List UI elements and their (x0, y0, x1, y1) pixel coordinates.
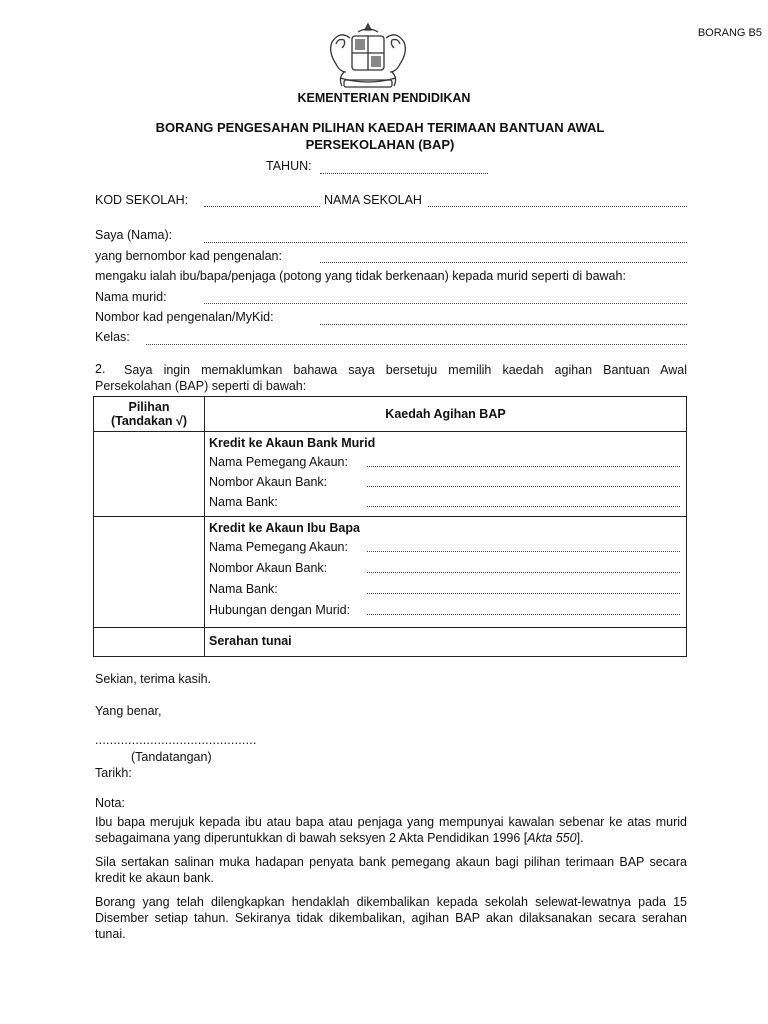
bap-options-table (93, 396, 687, 657)
student-account-no-label: Nombor Akaun Bank: (209, 475, 328, 489)
form-code: BORANG B5 (697, 27, 762, 39)
table-row (94, 517, 687, 628)
student-bank-field[interactable] (367, 506, 680, 507)
school-name-field[interactable] (428, 206, 687, 207)
option-column-header (94, 397, 205, 432)
student-account-title: Kredit ke Akaun Bank Murid (209, 436, 376, 450)
student-name-label: Nama murid: (95, 290, 167, 304)
note-3: Borang yang telah dilengkapkan hendaklah dikembalikan kepada sekolah selewat-lewatnya pada 15 Disember setiap tahun. Sekiranya tidak dikembalikan, agihan BAP akan dilaksanakan secara serahan tunai. (95, 895, 687, 941)
ministry-name: KEMENTERIAN PENDIDIKAN (297, 91, 471, 105)
year-label: TAHUN: (266, 159, 312, 173)
form-title: BORANG PENGESAHAN PILIHAN KAEDAH TERIMAAN BANTUAN AWAL PERSEKOLAHAN (BAP) (155, 120, 605, 152)
parent-account-no-field[interactable] (367, 572, 680, 573)
date-label: Tarikh: (95, 766, 132, 780)
student-ic-label: Nombor kad pengenalan/MyKid: (95, 310, 274, 324)
applicant-ic-field[interactable] (320, 262, 687, 263)
school-code-label: KOD SEKOLAH: (95, 193, 189, 207)
note-1-end: ]. (576, 831, 584, 845)
table-row (94, 432, 687, 517)
student-holder-field[interactable] (367, 466, 680, 467)
parent-relation-field[interactable] (367, 614, 680, 615)
school-code-field[interactable] (204, 206, 320, 207)
coat-of-arms-icon (322, 22, 414, 92)
year-field[interactable] (320, 173, 488, 174)
student-ic-field[interactable] (320, 324, 687, 325)
note-1-act: Akta 550 (527, 831, 577, 845)
student-bank-label: Nama Bank: (209, 495, 278, 509)
table-header-row (94, 397, 687, 432)
parent-account-cell (205, 517, 687, 628)
parent-account-no-label: Nombor Akaun Bank: (209, 561, 328, 575)
applicant-ic-label: yang bernombor kad pengenalan: (95, 249, 282, 263)
school-name-label: NAMA SEKOLAH (324, 193, 422, 207)
class-label: Kelas: (95, 330, 130, 344)
parent-bank-field[interactable] (367, 593, 680, 594)
option-header-line1: Pilihan (128, 400, 170, 414)
option-header-line2: (Tandakan √) (110, 414, 188, 428)
student-account-cell (205, 432, 687, 517)
applicant-name-field[interactable] (204, 242, 687, 243)
parent-holder-label: Nama Pemegang Akaun: (209, 540, 348, 554)
parent-holder-field[interactable] (367, 551, 680, 552)
applicant-name-label: Saya (Nama): (95, 228, 173, 242)
parent-relation-label: Hubungan dengan Murid: (209, 603, 351, 617)
class-field[interactable] (146, 344, 687, 345)
note-2: Sila sertakan salinan muka hadapan penyata bank pemegang akaun bagi pilihan terimaan BAP secara kredit ke akaun bank. (95, 855, 687, 885)
note-1-main: Ibu bapa merujuk kepada ibu atau bapa atau penjaga yang mempunyai kawalan sebenar ke atas murid sebagaimana yang diperuntukkan di bawah seksyen 2 Akta Pendidikan 1996 [ (95, 815, 687, 845)
section-number: 2. (95, 362, 106, 376)
parent-account-title: Kredit ke Akaun Ibu Bapa (209, 521, 360, 535)
method-column-header: Kaedah Agihan BAP (205, 397, 687, 432)
regards-text: Yang benar, (95, 704, 162, 718)
declaration-text: mengaku ialah ibu/bapa/penjaga (potong yang tidak berkenaan) kepada murid seperti di bawah: (95, 269, 626, 283)
signature-label: (Tandatangan) (131, 750, 212, 764)
section2-text: Saya ingin memaklumkan bahawa saya bersetuju memilih kaedah agihan Bantuan Awal Persekolahan (BAP) seperti di bawah: (95, 363, 687, 393)
student-name-field[interactable] (204, 303, 687, 304)
thanks-text: Sekian, terima kasih. (95, 672, 212, 686)
table-row (94, 628, 687, 657)
cash-checkbox[interactable] (94, 628, 205, 657)
cash-cell (205, 628, 687, 657)
note-1 (95, 814, 687, 846)
student-holder-label: Nama Pemegang Akaun: (209, 455, 348, 469)
student-account-checkbox[interactable] (94, 432, 205, 517)
cash-title: Serahan tunai (209, 634, 292, 648)
notes-heading: Nota: (95, 796, 125, 810)
signature-line[interactable]: ............................................ (95, 733, 257, 747)
parent-bank-label: Nama Bank: (209, 582, 278, 596)
parent-account-checkbox[interactable] (94, 517, 205, 628)
student-account-no-field[interactable] (367, 486, 680, 487)
